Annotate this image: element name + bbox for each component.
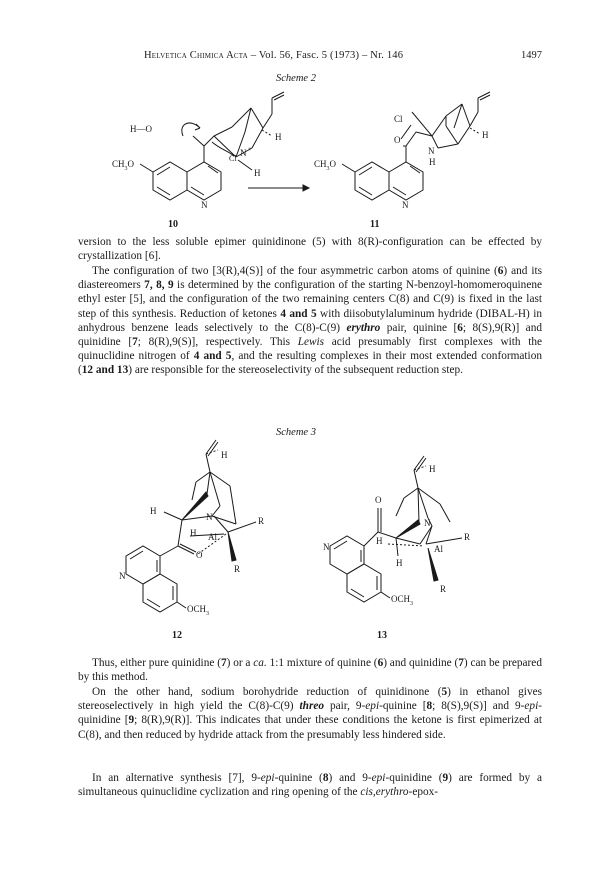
h-label-12c: H	[190, 528, 197, 538]
n-ring-13: N	[323, 542, 330, 552]
r-label-13a: R	[464, 532, 471, 542]
benzene-ring-11	[355, 162, 389, 200]
compound-13-label: 13	[377, 630, 387, 641]
volume-info: – Vol. 56, Fasc. 5 (1973) – Nr. 146	[250, 50, 404, 61]
cl-label-10: Cl	[229, 154, 237, 163]
pyridine-ring-12	[126, 546, 160, 584]
paragraph-1: version to the less soluble epimer quinidinone (5) with 8(R)-configuration can be effected by crystallization [6].	[78, 236, 542, 263]
benzene-ring-12	[143, 574, 177, 612]
o-label-11: O	[394, 135, 401, 145]
pyridine-ring-13	[330, 536, 364, 574]
benzene-ring-10	[153, 162, 187, 200]
compound-12-label: 12	[172, 630, 182, 641]
scheme-2-label: Scheme 2	[276, 73, 316, 84]
al-label-12: Al	[208, 532, 217, 542]
n-ring-10: N	[201, 200, 208, 210]
scheme-3-label: Scheme 3	[276, 427, 316, 438]
paragraph-4: On the other hand, sodium borohydride reduction of quinidinone (5) in ethanol gives stereoselectively in high yield the C(8)-C(9) threo pair, 9-epi-quinine [8; 8(S),9(S)] and 9-epi-quinidine [9; 8(R),9(R)]. This indicates that under these conditions the ketone is first epimerized at C(8), and then reduced by hydride attack from the presumably less hindered side.	[78, 686, 543, 741]
benzene-ring-13	[347, 564, 381, 602]
pyridine-ring-10	[187, 162, 221, 200]
paragraph-3: Thus, either pure quinidine (7) or a ca. 1:1 mixture of quinine (6) and quinidine (7) can be prepared by this method.	[78, 657, 542, 684]
cl-label-11: Cl	[394, 114, 403, 124]
paragraph-2: The configuration of two [3(R),4(S)] of the four asymmetric carbon atoms of quinine (6) and its diastereomers 7, 8, 9 is determined by the configuration of the starting N-benzoyl-homomeroquinene ethyl ester [5], and the configuration of the two remaining centers C(8) and C(9) is fixed in the last step of this synthesis. Reduction of ketones 4 and 5 with diisobutylaluminum hydride (DIBAL-H) in anhydrous benzene leads selectively to the C(8)-C(9) erythro pair, quinine [6; 8(S),9(R)] and quinidine [7; 8(R),9(S)], respectively. This Lewis acid presumably first complexes with the quinuclidine nitrogen of 4 and 5, and the resulting complexes in their most extended conformation (12 and 13) are responsible for the stereoselectivity of the subsequent reduction step.	[78, 265, 543, 377]
r-label-12b: R	[234, 564, 241, 574]
svg-text:OCH3: $OCH_3$	[187, 604, 210, 617]
n-ring-11: N	[402, 200, 409, 210]
och3-label-12: OCH	[187, 604, 207, 614]
scheme-3-figure	[0, 436, 600, 646]
n-label-12: N	[206, 512, 213, 522]
journal-name: Helvetica Chimica Acta	[144, 50, 248, 61]
compound-11-label: 11	[370, 219, 380, 230]
pyridine-ring-11	[389, 162, 423, 200]
paragraph-5: In an alternative synthesis [7], 9-epi-quinine (8) and 9-epi-quinidine (9) are formed by a simultaneous quinuclidine cyclization and ring opening of the cis,erythro-epox-	[78, 772, 542, 799]
al-label-13: Al	[434, 544, 443, 554]
h-label-13c: H	[396, 558, 403, 568]
n-label-13: N	[424, 518, 431, 528]
plus-charge: +	[248, 145, 252, 153]
ch3o-label-10: CH	[112, 159, 125, 169]
scheme-2-figure	[0, 84, 600, 234]
o-label-12: O	[196, 550, 203, 560]
svg-text:CH3O: $CH_3O$	[314, 159, 337, 172]
svg-text:CH3O: $CH_3O$	[112, 159, 135, 172]
h-label-12b: H	[150, 506, 157, 516]
svg-text:OCH3: $OCH_3$	[391, 594, 414, 607]
h-o-label: H—O	[130, 124, 152, 134]
ch3o-label-11: CH	[314, 159, 327, 169]
och3-label-13: OCH	[391, 594, 411, 604]
n-label-11: N	[428, 146, 435, 156]
nh-label-11: H	[429, 157, 436, 167]
compound-10-label: 10	[168, 219, 178, 230]
r-label-13b: R	[440, 584, 447, 594]
h-label-10a: H	[275, 132, 282, 142]
h-label-13a: H	[429, 464, 436, 474]
page-number: 1497	[521, 50, 542, 61]
n-ring-12: N	[119, 571, 126, 581]
r-label-12a: R	[258, 516, 265, 526]
h-label-10b: H	[254, 168, 261, 178]
h-label-13b: H	[376, 536, 383, 546]
o-label-13: O	[375, 495, 382, 505]
h-label-12a: H	[221, 450, 228, 460]
h-label-11: H	[482, 130, 489, 140]
n-plus-label: N	[240, 148, 247, 158]
